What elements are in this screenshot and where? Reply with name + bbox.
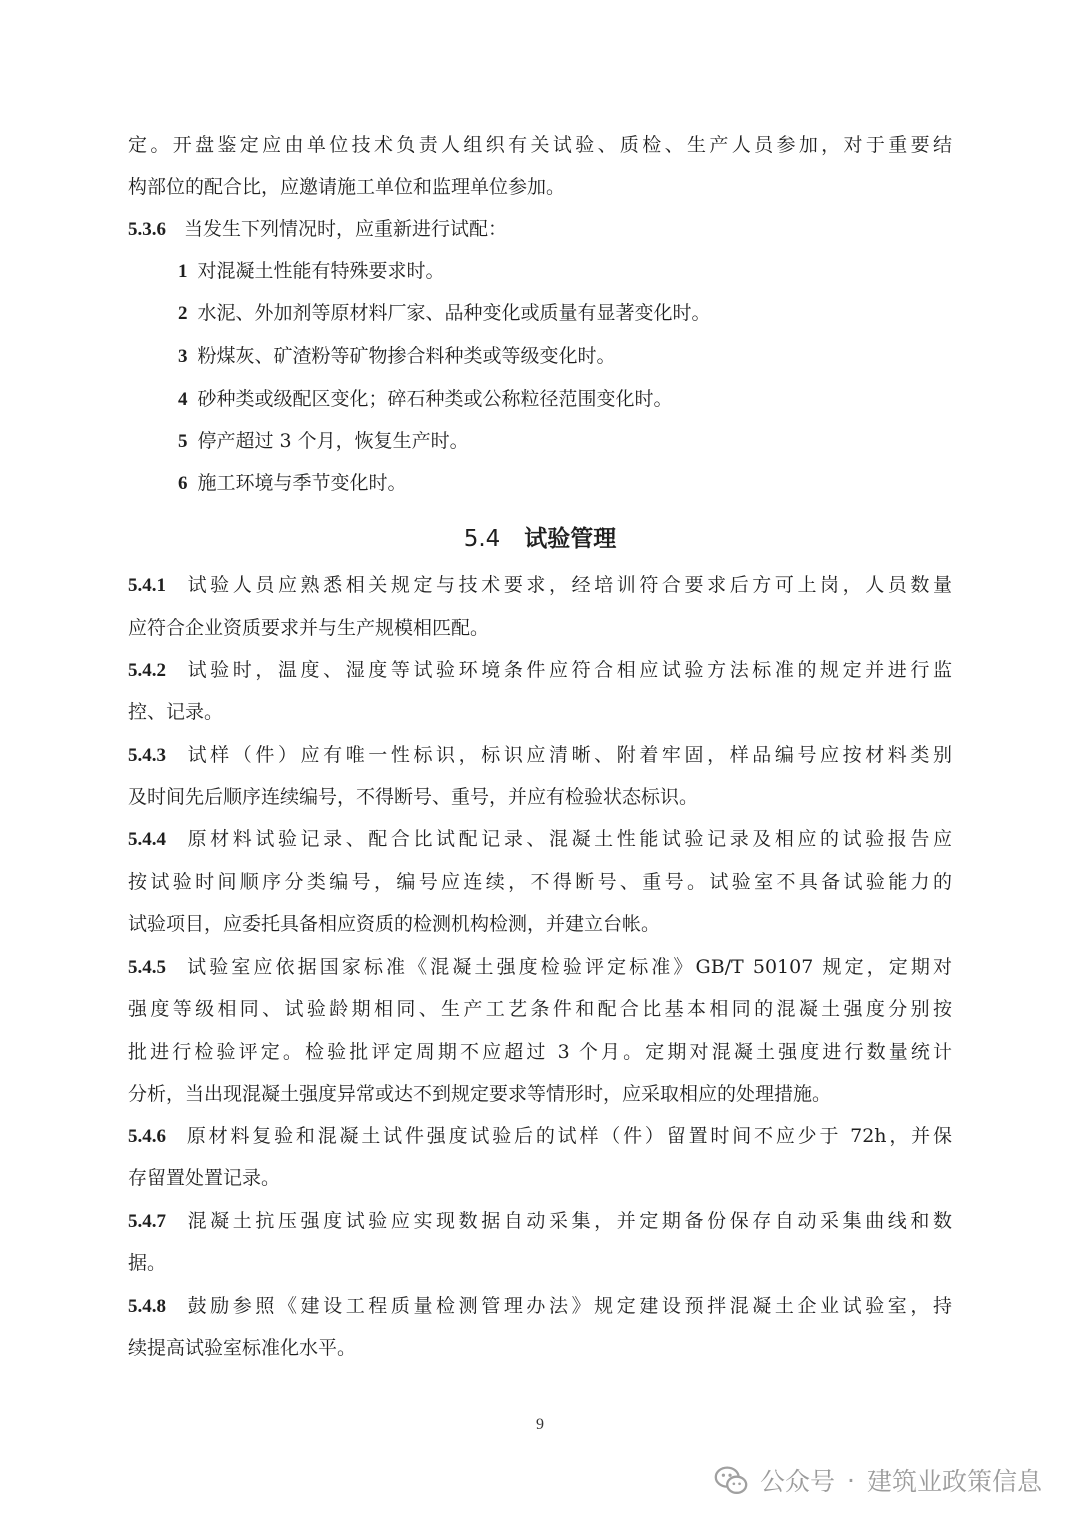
- clause-number: 5.4.8: [128, 1296, 166, 1317]
- list-item-text: 对混凝土性能有特殊要求时。: [197, 260, 445, 282]
- paragraph-line: 存留置处置记录。: [128, 1167, 281, 1189]
- clause-text: 当发生下列情况时，应重新进行试配：: [184, 218, 508, 240]
- list-item-number: 2: [178, 303, 188, 324]
- watermark-label: 公众号: [760, 1467, 836, 1496]
- paragraph-line: 构部位的配合比，应邀请施工单位和监理单位参加。: [128, 176, 566, 198]
- list-item-number: 6: [178, 473, 188, 494]
- clause-5-4-4: [128, 824, 952, 855]
- paragraph-line: 控、记录。: [128, 701, 224, 723]
- clause-number: 5.4.7: [128, 1211, 166, 1232]
- clause-5-4-2: [128, 655, 952, 686]
- list-item-text: 粉煤灰、矿渣粉等矿物掺合料种类或等级变化时。: [197, 345, 616, 367]
- list-item-text: 砂种类或级配区变化；碎石种类或公称粒径范围变化时。: [197, 388, 673, 410]
- list-item-text: 水泥、外加剂等原材料厂家、品种变化或质量有显著变化时。: [197, 302, 711, 324]
- paragraph-line: 强度等级相同、试验龄期相同、生产工艺条件和配合比基本相同的混凝土强度分别按: [128, 998, 952, 1020]
- section-title: 试验管理: [524, 526, 617, 552]
- list-item-number: 4: [178, 389, 188, 410]
- page-number: 9: [536, 1416, 544, 1433]
- paragraph-line: 试验项目，应委托具备相应资质的检测机构检测，并建立台帐。: [128, 913, 661, 935]
- clause-text: 原材料复验和混凝土试件强度试验后的试样（件）留置时间不应少于 72h，并保: [184, 1125, 952, 1147]
- list-item-number: 1: [178, 261, 188, 282]
- paragraph-line: 按试验时间顺序分类编号，编号应连续，不得断号、重号。试验室不具备试验能力的: [128, 871, 952, 893]
- clause-text: 试验室应依据国家标准《混凝土强度检验评定标准》GB/T 50107 规定，定期对: [184, 956, 952, 978]
- list-item-text: 施工环境与季节变化时。: [197, 472, 407, 494]
- section-number: 5.4: [463, 526, 501, 552]
- list-item: [178, 256, 952, 287]
- list-item: [178, 468, 952, 499]
- clause-text: 鼓励参照《建设工程质量检测管理办法》规定建设预拌混凝土企业试验室，持: [184, 1295, 952, 1317]
- watermark-separator: ·: [847, 1465, 855, 1495]
- clause-number: 5.4.4: [128, 829, 166, 850]
- clause-text: 混凝土抗压强度试验应实现数据自动采集，并定期备份保存自动采集曲线和数: [184, 1210, 952, 1232]
- clause-number: 5.4.5: [128, 957, 166, 978]
- clause-5-3-6: [128, 214, 952, 245]
- clause-text: 试验人员应熟悉相关规定与技术要求，经培训符合要求后方可上岗，人员数量: [184, 574, 952, 596]
- paragraph-line: 应符合企业资质要求并与生产规模相匹配。: [128, 617, 490, 639]
- clause-number: 5.4.1: [128, 575, 166, 596]
- clause-text: 试样（件）应有唯一性标识，标识应清晰、附着牢固，样品编号应按材料类别: [184, 744, 952, 766]
- clause-5-4-1: [128, 570, 952, 601]
- wechat-icon: [712, 1461, 750, 1499]
- clause-number: 5.4.3: [128, 745, 166, 766]
- paragraph-line: 及时间先后顺序连续编号，不得断号、重号，并应有检验状态标识。: [128, 786, 699, 808]
- list-item-number: 3: [178, 346, 188, 367]
- watermark-account-name: 建筑业政策信息: [866, 1467, 1042, 1496]
- clause-number: 5.4.2: [128, 660, 166, 681]
- clause-5-4-5: [128, 952, 952, 983]
- list-item: [178, 341, 952, 372]
- clause-5-4-3: [128, 740, 952, 771]
- clause-5-4-7: [128, 1206, 952, 1237]
- list-item: [178, 298, 952, 329]
- paragraph-line: 定。开盘鉴定应由单位技术负责人组织有关试验、质检、生产人员参加，对于重要结: [128, 134, 952, 156]
- list-item: [178, 384, 952, 415]
- list-item: [178, 426, 952, 457]
- paragraph-line: 批进行检验评定。检验批评定周期不应超过 3 个月。定期对混凝土强度进行数量统计: [128, 1041, 952, 1063]
- paragraph-line: 分析，当出现混凝土强度异常或达不到规定要求等情形时，应采取相应的处理措施。: [128, 1083, 832, 1105]
- section-heading: [0, 522, 1080, 556]
- clause-number: 5.3.6: [128, 219, 166, 240]
- list-item-number: 5: [178, 431, 188, 452]
- clause-5-4-8: [128, 1291, 952, 1322]
- paragraph-line: 据。: [128, 1252, 167, 1274]
- watermark: [712, 1460, 1042, 1500]
- paragraph-line: 续提高试验室标准化水平。: [128, 1337, 357, 1359]
- clause-text: 试验时，温度、湿度等试验环境条件应符合相应试验方法标准的规定并进行监: [184, 659, 952, 681]
- clause-text: 原材料试验记录、配合比试配记录、混凝土性能试验记录及相应的试验报告应: [184, 828, 952, 850]
- clause-5-4-6: [128, 1121, 952, 1152]
- clause-number: 5.4.6: [128, 1126, 166, 1147]
- list-item-text: 停产超过 3 个月，恢复生产时。: [197, 430, 469, 452]
